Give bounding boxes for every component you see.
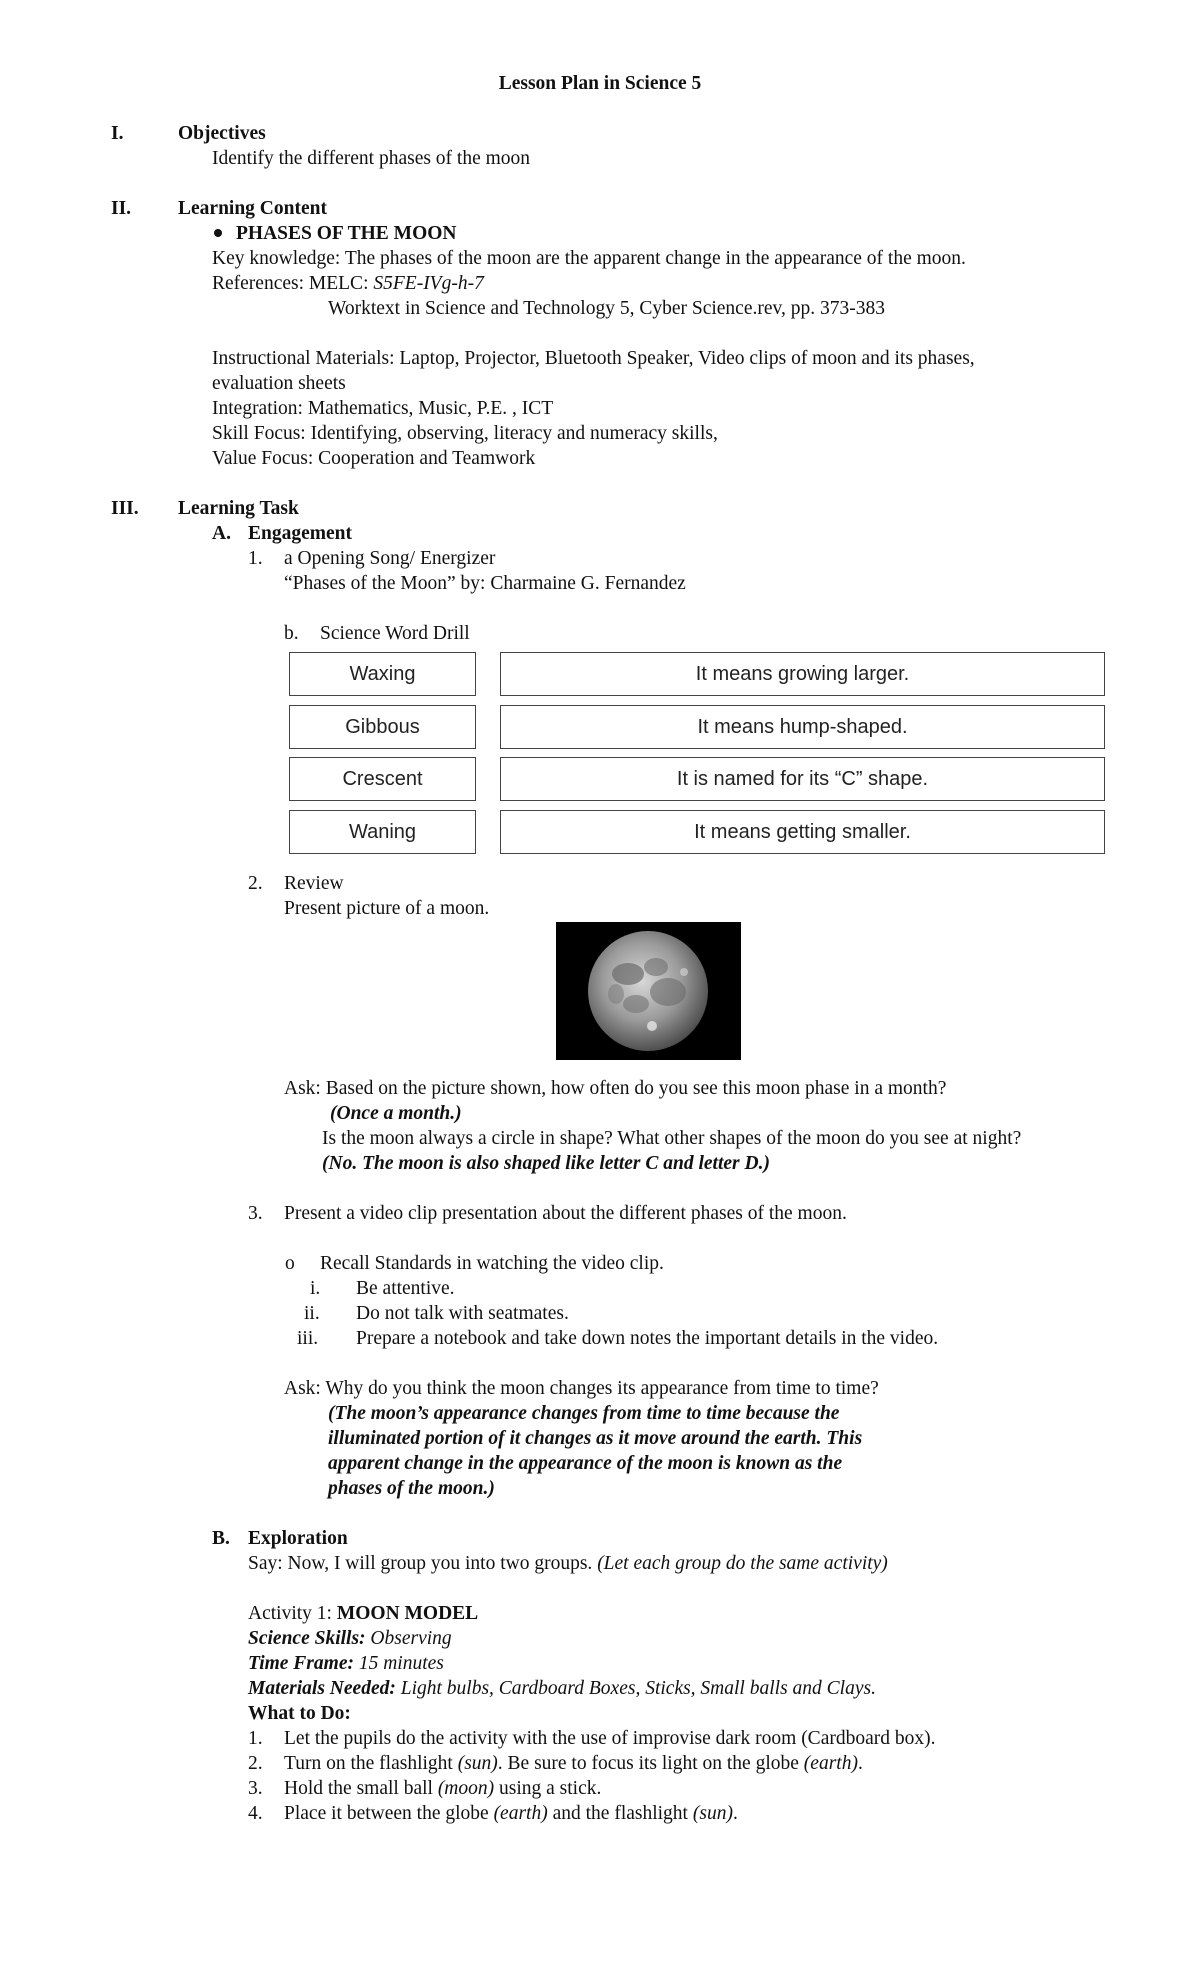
topic-text: PHASES OF THE MOON [236,223,457,244]
standard-number: ii. [304,1303,320,1324]
references-label: References: MELC: [212,273,374,294]
time-frame-value: 15 minutes [353,1653,444,1674]
item-number: 1. [248,548,263,569]
answer-3-line: phases of the moon.) [328,1478,495,1499]
video-clip-text: Present a video clip presentation about the different phases of the moon. [284,1203,847,1224]
references-line [212,272,484,295]
subsection-letter: B. [212,1528,230,1549]
item-number: 2. [248,873,263,894]
activity-line [248,1602,478,1625]
drill-meaning: It means getting smaller. [500,810,1105,854]
step-number: 4. [248,1803,263,1824]
ask-question-2: Is the moon always a circle in shape? What other shapes of the moon do you see at night? [322,1128,1022,1149]
review-label: Review [284,873,344,894]
time-frame-line [248,1652,444,1675]
song-title: “Phases of the Moon” by: Charmaine G. Fernandez [284,573,686,594]
step-part: (earth) [493,1803,548,1824]
answer-1: (Once a month.) [330,1103,462,1124]
circle-bullet-icon: o [285,1253,295,1274]
review-text: Present picture of a moon. [284,898,490,919]
step-part: Let the pupils do the activity with the use of improvise dark room (Cardboard box). [284,1728,936,1749]
word-drill-label: Science Word Drill [320,623,470,644]
time-frame-label: Time Frame: [248,1653,354,1674]
step-part: . [857,1753,863,1774]
standard-text: Prepare a notebook and take down notes the important details in the video. [356,1328,939,1349]
drill-word: Waxing [289,652,476,696]
say-line [248,1552,888,1575]
opening-song: a Opening Song/ Energizer [284,548,496,569]
standard-number: iii. [297,1328,319,1349]
subsection-heading: Exploration [248,1528,348,1549]
bullet-icon [214,229,222,237]
say-note: (Let each group do the same activity) [597,1553,888,1574]
step-part: Hold the small ball [284,1778,438,1799]
section-heading: Learning Task [178,498,299,519]
step-number: 3. [248,1778,263,1799]
subsection-heading: Engagement [248,523,352,544]
what-to-do-heading: What to Do: [248,1703,351,1724]
section-number: II. [111,198,132,219]
step-part: using a stick. [494,1778,602,1799]
step-part: . Be sure to focus its light on the globe [497,1753,804,1774]
drill-meaning: It is named for its “C” shape. [500,757,1105,801]
say-text: Say: Now, I will group you into two groups. [248,1553,598,1574]
step-text [284,1727,935,1750]
drill-word: Gibbous [289,705,476,749]
activity-name: MOON MODEL [336,1603,479,1624]
science-skills-label: Science Skills: [248,1628,366,1649]
ask-question-1: Ask: Based on the picture shown, how often do you see this moon phase in a month? [284,1078,947,1099]
step-part: and the flashlight [547,1803,693,1824]
step-part: . [732,1803,738,1824]
integration: Integration: Mathematics, Music, P.E. , ICT [212,398,554,419]
value-focus: Value Focus: Cooperation and Teamwork [212,448,536,469]
section-heading: Learning Content [178,198,327,219]
science-skills-value: Observing [365,1628,452,1649]
standard-text: Do not talk with seatmates. [356,1303,569,1324]
reference-book: Worktext in Science and Technology 5, Cyber Science.rev, pp. 373-383 [328,298,885,319]
topic-line [214,222,457,245]
materials-needed-value: Light bulbs, Cardboard Boxes, Sticks, Small balls and Clays. [395,1678,876,1699]
section-number: III. [111,498,139,519]
step-part: (sun) [457,1753,498,1774]
section-number: I. [111,123,124,144]
drill-meaning: It means growing larger. [500,652,1105,696]
answer-2: (No. The moon is also shaped like letter C and letter D.) [322,1153,770,1174]
materials-needed-line [248,1677,876,1700]
step-number: 2. [248,1753,263,1774]
standard-text: Be attentive. [356,1278,455,1299]
key-knowledge: Key knowledge: The phases of the moon are the apparent change in the appearance of the moon. [212,248,966,269]
standard-number: i. [310,1278,321,1299]
moon-image [556,922,741,1060]
answer-3-line: illuminated portion of it changes as it move around the earth. This [328,1428,863,1449]
melc-code: S5FE-IVg-h-7 [373,273,484,294]
item-letter: b. [284,623,299,644]
section-heading: Objectives [178,123,266,144]
full-moon-icon [556,922,741,1060]
drill-word: Waning [289,810,476,854]
step-text [284,1802,738,1825]
subsection-letter: A. [212,523,231,544]
step-part: (earth) [803,1753,858,1774]
step-text [284,1752,863,1775]
activity-label: Activity 1: [248,1603,337,1624]
materials-needed-label: Materials Needed: [248,1678,396,1699]
step-part: (sun) [692,1803,733,1824]
step-number: 1. [248,1728,263,1749]
step-part: Place it between the globe [284,1803,494,1824]
objective-text: Identify the different phases of the moon [212,148,531,169]
drill-meaning: It means hump-shaped. [500,705,1105,749]
page-title: Lesson Plan in Science 5 [498,73,702,94]
answer-3-line: (The moon’s appearance changes from time to time because the [328,1403,840,1424]
step-part: Turn on the flashlight [284,1753,458,1774]
item-number: 3. [248,1203,263,1224]
materials-line-1: Instructional Materials: Laptop, Projector, Bluetooth Speaker, Video clips of moon and its phases, [212,348,975,369]
step-part: (moon) [437,1778,495,1799]
materials-line-2: evaluation sheets [212,373,346,394]
answer-3-line: apparent change in the appearance of the moon is known as the [328,1453,843,1474]
science-skills-line [248,1627,452,1650]
ask-question-3: Ask: Why do you think the moon changes its appearance from time to time? [284,1378,879,1399]
drill-word: Crescent [289,757,476,801]
step-text [284,1777,601,1800]
skill-focus: Skill Focus: Identifying, observing, literacy and numeracy skills, [212,423,718,444]
recall-standards: Recall Standards in watching the video clip. [320,1253,664,1274]
